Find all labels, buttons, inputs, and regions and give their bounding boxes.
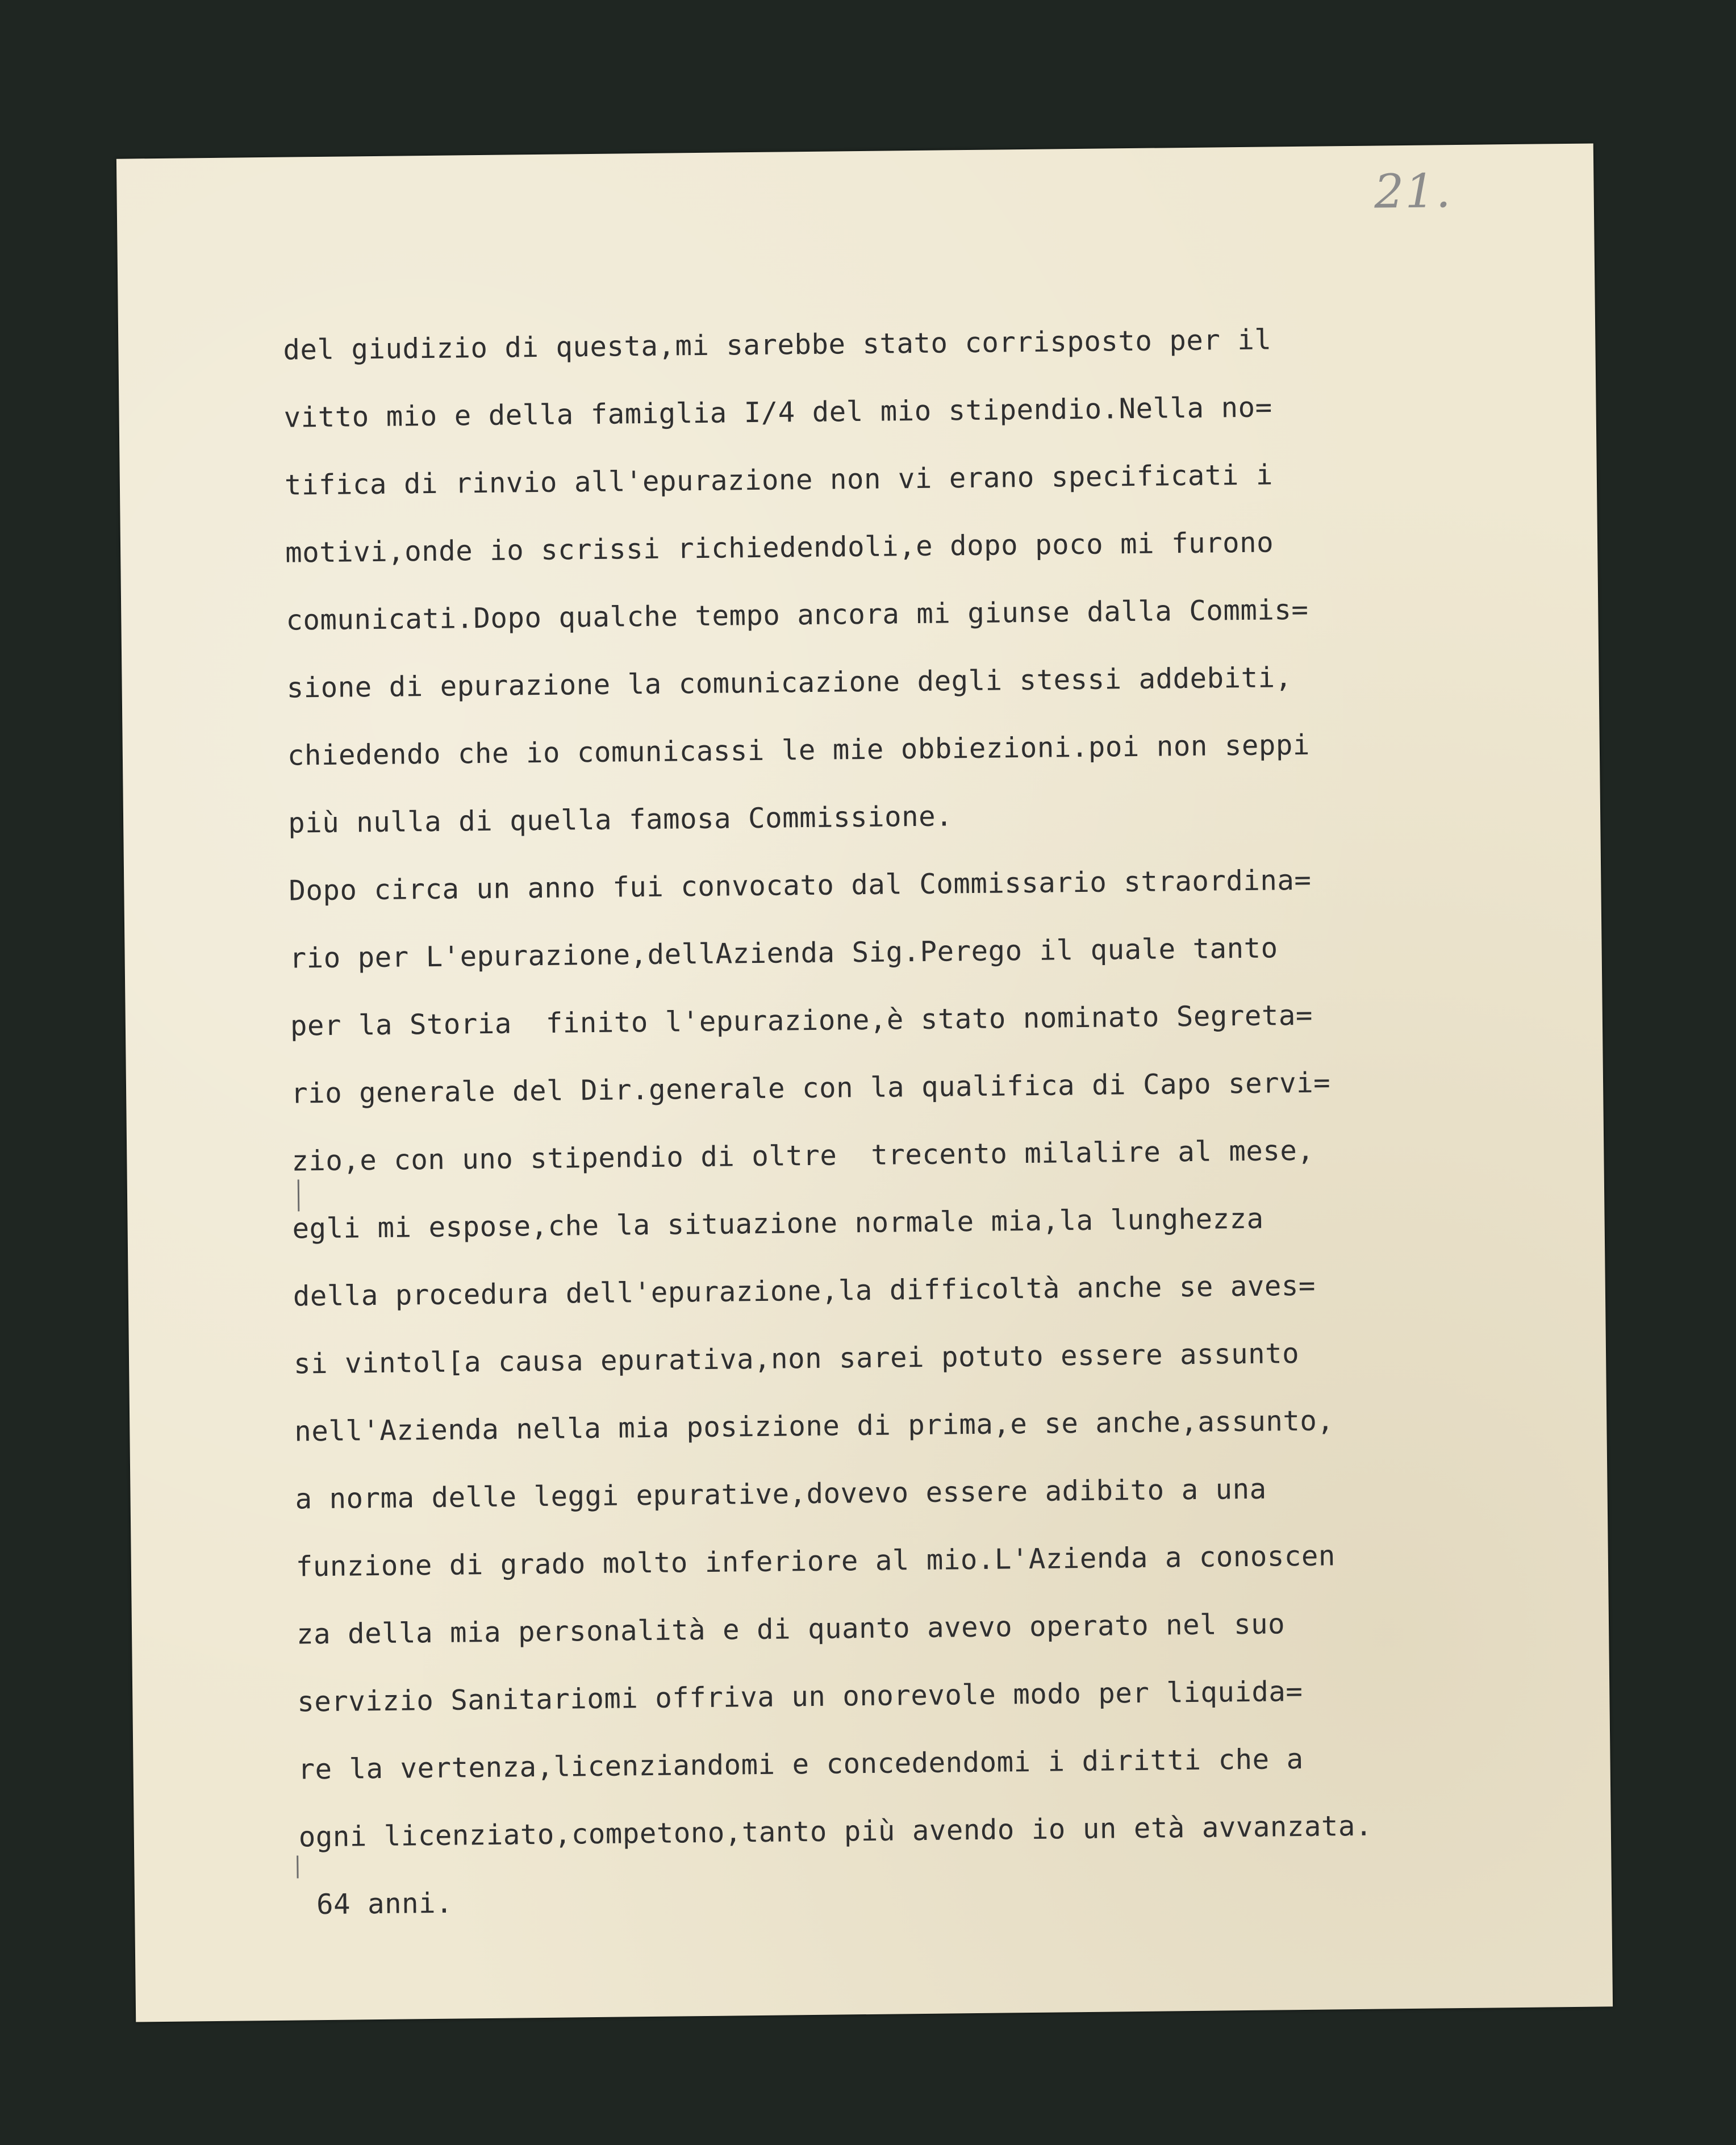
typed-text-body (283, 303, 1572, 1938)
text-line: re la vertenza,licenziandomi e concedendomi i diritti che a (298, 1742, 1304, 1786)
text-line: tifica di rinvio all'epurazione non vi erano specificati i (284, 458, 1274, 502)
text-line: comunicati.Dopo qualche tempo ancora mi giunse dalla Commis= (286, 593, 1309, 637)
text-line: più nulla di quella famosa Commissione. (287, 800, 953, 840)
page-number: 21. (1374, 164, 1453, 219)
margin-tick-mark (297, 1856, 298, 1879)
document-page (116, 143, 1613, 2022)
text-line: rio generale del Dir.generale con la qualifica di Capo servi= (290, 1066, 1331, 1110)
text-line: per la Storia finito l'epurazione,è stato nominato Segreta= (290, 999, 1313, 1042)
text-line: zio,e con uno stipendio di oltre trecento milalire al mese, (291, 1134, 1314, 1178)
text-line: ogni licenziato,competono,tanto più avendo io un età avvanzata. (298, 1809, 1373, 1854)
text-line: chiedendo che io comunicassi le mie obbiezioni.poi non seppi (287, 728, 1311, 772)
text-line: sione di epurazione la comunicazione degli stessi addebiti, (286, 661, 1292, 704)
text-line: Dopo circa un anno fui convocato dal Commissario straordina= (289, 863, 1312, 907)
text-line: za della mia personalità e di quanto avevo operato nel suo (296, 1608, 1286, 1651)
text-line: egli mi espose,che la situazione normale mia,la lunghezza (292, 1202, 1264, 1245)
text-line: motivi,onde io scrissi richiedendoli,e dopo poco mi furono (285, 526, 1274, 569)
text-line: della procedura dell'epurazione,la difficoltà anche se aves= (293, 1269, 1316, 1313)
text-line: rio per L'epurazione,dellAzienda Sig.Perego il quale tanto (289, 932, 1278, 975)
text-line: del giudizio di questa,mi sarebbe stato corrisposto per il (283, 323, 1272, 366)
text-line: vitto mio e della famiglia I/4 del mio stipendio.Nella no= (283, 391, 1272, 434)
text-line: nell'Azienda nella mia posizione di prima,e se anche,assunto, (294, 1404, 1334, 1448)
text-line: funzione di grado molto inferiore al mio.L'Azienda a conoscen (295, 1539, 1336, 1583)
text-line: a norma delle leggi epurative,dovevo essere adibito a una (295, 1472, 1267, 1516)
text-line: servizio Sanitariomi offriva un onorevole modo per liquida= (297, 1675, 1303, 1718)
text-line: 64 anni. (299, 1887, 453, 1921)
text-line: si vintol[a causa epurativa,non sarei potuto essere assunto (293, 1337, 1300, 1380)
